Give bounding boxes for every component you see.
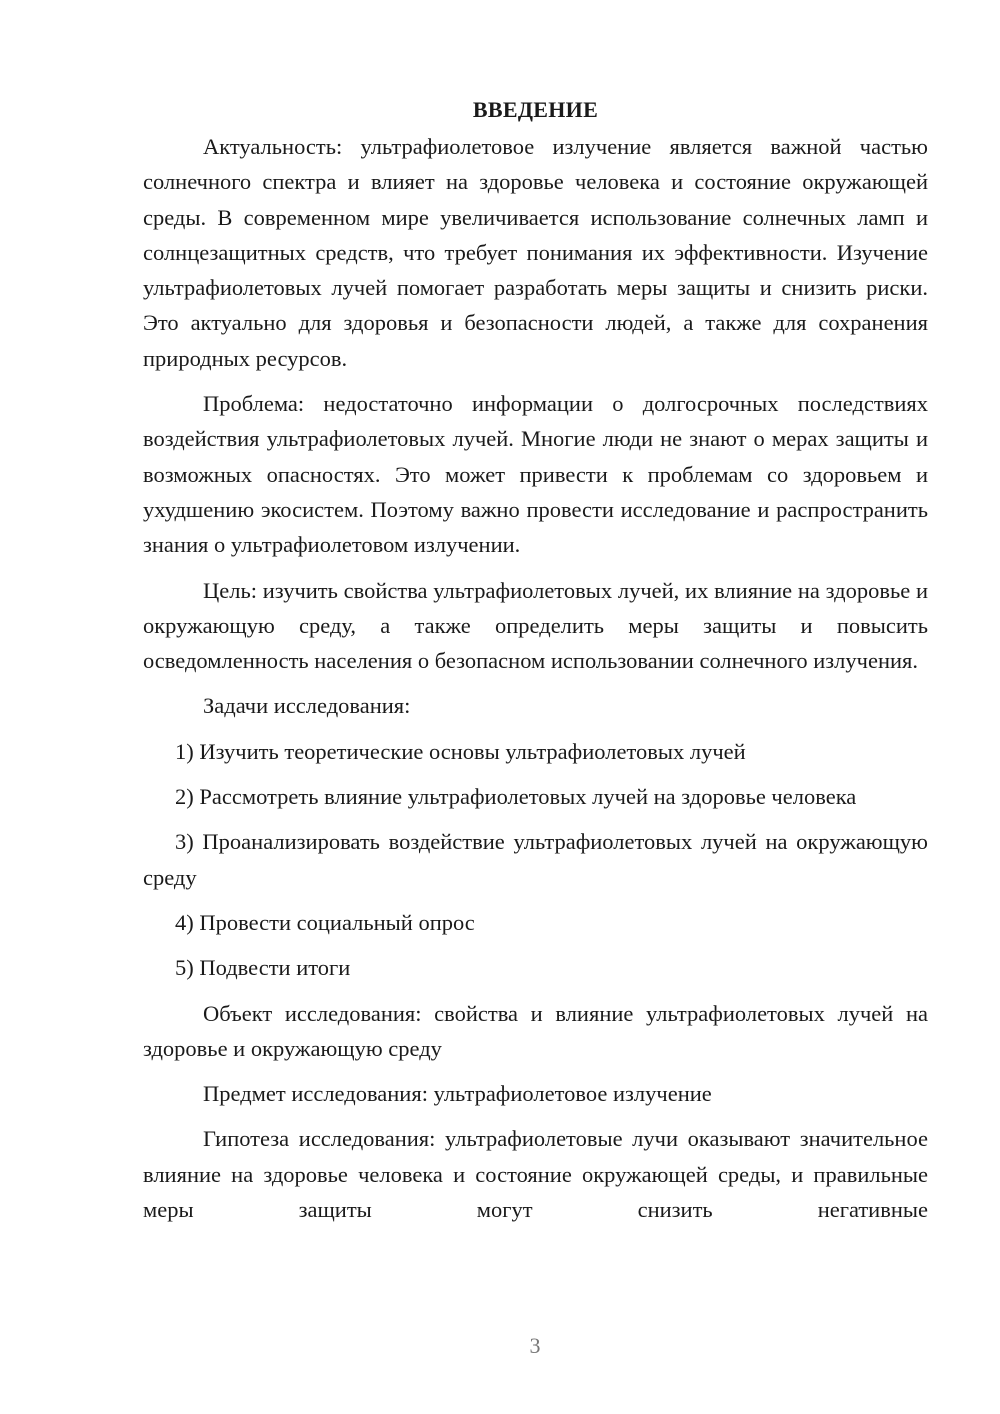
object-paragraph: Объект исследования: свойства и влияние ультрафиолетовых лучей на здоровье и окружающую среду — [143, 1000, 928, 1061]
relevance-paragraph: Актуальность: ультрафиолетовое излучение является важной частью солнечного спектра и влияет на здоровье человека и состояние окружающей среды. В современном мире увеличивается использование солнечных ламп и солнцезащитных средств, что требует понимания их эффективности. Изучение ультрафиолетовых лучей помогает разработать меры защиты и снизить риски. Это актуально для здоровья и безопасности людей, а также для сохранения природных ресурсов. — [143, 134, 928, 371]
page-number: 3 — [529, 1333, 541, 1358]
document-page — [143, 92, 928, 1227]
task-item-2: 2) Рассмотреть влияние ультрафиолетовых лучей на здоровье человека — [175, 784, 857, 810]
section-title: ВВЕДЕНИЕ — [472, 97, 599, 122]
subject-paragraph: Предмет исследования: ультрафиолетовое излучение — [203, 1081, 712, 1107]
task-item-5: 5) Подвести итоги — [175, 955, 351, 981]
task-item-4: 4) Провести социальный опрос — [175, 909, 475, 935]
hypothesis-paragraph: Гипотеза исследования: ультрафиолетовые лучи оказывают значительное влияние на здоровье человека и состояние окружающей среды, и правильные меры защиты могут снизить негативные — [143, 1126, 928, 1223]
tasks-heading: Задачи исследования: — [203, 693, 411, 719]
task-item-1: 1) Изучить теоретические основы ультрафиолетовых лучей — [175, 738, 746, 764]
problem-paragraph: Проблема: недостаточно информации о долгосрочных последствиях воздействия ультрафиолетовых лучей. Многие люди не знают о мерах защиты и возможных опасностях. Это может привести к проблемам со здоровьем и ухудшению экосистем. Поэтому важно провести исследование и распространить знания о ультрафиолетовом излучении. — [143, 391, 928, 558]
goal-paragraph: Цель: изучить свойства ультрафиолетовых лучей, их влияние на здоровье и окружающую среду, а также определить меры защиты и повысить осведомленность населения о безопасном использовании солнечного излучения. — [143, 577, 928, 674]
task-item-3: 3) Проанализировать воздействие ультрафиолетовых лучей на окружающую среду — [143, 829, 928, 890]
